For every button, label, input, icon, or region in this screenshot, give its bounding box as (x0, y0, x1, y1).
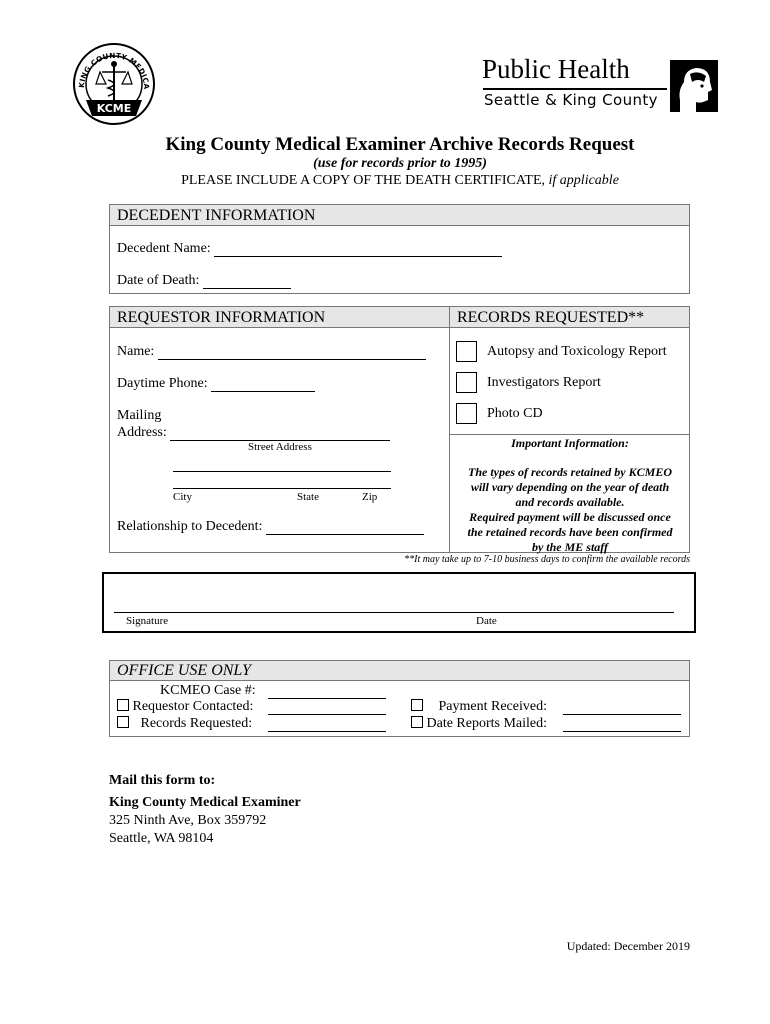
office-use-section (109, 660, 690, 737)
important-info-title: Important Information: (511, 436, 629, 450)
mailing-label: Mailing (117, 408, 162, 423)
mail-org: King County Medical Examiner (109, 795, 301, 810)
payment-received-label: Payment Received: (438, 699, 547, 714)
decedent-name-field[interactable] (214, 242, 502, 257)
autopsy-checkbox[interactable] (456, 341, 477, 362)
records-requested-checkbox[interactable] (117, 716, 129, 728)
date-of-death-field[interactable] (203, 274, 291, 289)
city-state-zip-field[interactable] (173, 488, 391, 489)
records-requested-label: Records Requested: (140, 716, 253, 731)
date-of-death-label: Date of Death: (117, 273, 200, 288)
state-caption: State (297, 491, 319, 503)
case-number-field[interactable] (268, 698, 386, 699)
street-address-caption: Street Address (248, 441, 312, 453)
requestor-contacted-field[interactable] (268, 714, 386, 715)
mail-street: 325 Ninth Ave, Box 359792 (109, 813, 267, 828)
svg-text:KING COUNTY MEDICAL EXAMINER: KING COUNTY MEDICA (76, 50, 152, 90)
records-requested-row (117, 716, 252, 732)
relationship-label: Relationship to Decedent: (117, 519, 263, 534)
daytime-phone-label: Daytime Phone: (117, 376, 208, 391)
mail-heading: Mail this form to: (109, 773, 216, 788)
relationship-field[interactable] (266, 520, 424, 535)
kcme-seal-logo (72, 42, 156, 126)
logo-rule (483, 88, 667, 90)
instruction-main: PLEASE INCLUDE A COPY OF THE DEATH CERTIFICATE, (181, 173, 546, 188)
requestor-header: REQUESTOR INFORMATION (110, 307, 449, 328)
signature-line[interactable] (114, 612, 674, 613)
info-divider (449, 434, 689, 435)
info-line: the retained records have been confirmed (467, 525, 673, 539)
public-health-subtitle: Seattle & King County (484, 91, 658, 109)
records-footnote: **It may take up to 7-10 business days to confirm the available records (404, 554, 690, 565)
requestor-name-row (117, 344, 426, 360)
records-requested-field[interactable] (268, 731, 386, 732)
date-reports-mailed-row (411, 716, 547, 732)
investigators-label: Investigators Report (487, 375, 601, 390)
requestor-name-field[interactable] (158, 345, 426, 360)
requestor-name-label: Name: (117, 344, 155, 359)
date-label: Date (476, 615, 497, 627)
signature-label: Signature (126, 615, 169, 627)
page-subtitle: (use for records prior to 1995) (313, 156, 487, 171)
mail-city: Seattle, WA 98104 (109, 831, 214, 846)
zip-caption: Zip (362, 491, 378, 503)
requestor-contacted-label: Requestor Contacted: (132, 699, 254, 714)
investigators-checkbox[interactable] (456, 372, 477, 393)
relationship-row (117, 519, 424, 535)
instruction-italic: if applicable (548, 173, 619, 188)
payment-received-row (411, 699, 547, 715)
records-header: RECORDS REQUESTED** (450, 307, 689, 328)
portrait-icon (670, 60, 718, 112)
address-line-2[interactable] (173, 471, 391, 472)
address-row (117, 425, 390, 441)
date-reports-mailed-checkbox[interactable] (411, 716, 423, 728)
decedent-name-row (117, 241, 502, 257)
decedent-section (109, 204, 690, 294)
decedent-name-label: Decedent Name: (117, 241, 211, 256)
info-line: will vary depending on the year of death (470, 480, 670, 494)
autopsy-label: Autopsy and Toxicology Report (487, 344, 667, 359)
photo-cd-label: Photo CD (487, 406, 543, 421)
public-health-logo (480, 54, 720, 114)
mail-to-block (109, 772, 301, 848)
info-line: The types of records retained by KCMEO (468, 465, 672, 479)
svg-text:KCME: KCME (96, 102, 132, 115)
page-title: King County Medical Examiner Archive Records Request (165, 134, 635, 155)
daytime-phone-field[interactable] (211, 377, 315, 392)
date-reports-mailed-label: Date Reports Mailed: (426, 716, 548, 731)
payment-received-field[interactable] (563, 714, 681, 715)
date-reports-mailed-field[interactable] (563, 731, 681, 732)
updated-date: Updated: December 2019 (566, 939, 690, 953)
address-label: Address: (117, 425, 167, 440)
signature-box (102, 572, 696, 633)
decedent-header: DECEDENT INFORMATION (110, 205, 689, 226)
daytime-phone-row (117, 376, 315, 392)
public-health-title: Public Health (482, 54, 630, 84)
requestor-records-section (109, 306, 690, 553)
info-line: by the ME staff (531, 540, 609, 554)
street-address-field[interactable] (170, 426, 390, 441)
case-number-label: KCMEO Case #: (160, 683, 256, 698)
payment-received-checkbox[interactable] (411, 699, 423, 711)
info-line: Required payment will be discussed once (469, 510, 671, 524)
photo-cd-checkbox[interactable] (456, 403, 477, 424)
date-of-death-row (117, 273, 291, 289)
info-line: and records available. (515, 495, 625, 509)
office-use-header: OFFICE USE ONLY (110, 661, 689, 681)
important-info-body (450, 465, 690, 555)
requestor-contacted-checkbox[interactable] (117, 699, 129, 711)
instruction-line (0, 173, 770, 189)
city-caption: City (173, 491, 192, 503)
requestor-contacted-row (117, 699, 253, 715)
